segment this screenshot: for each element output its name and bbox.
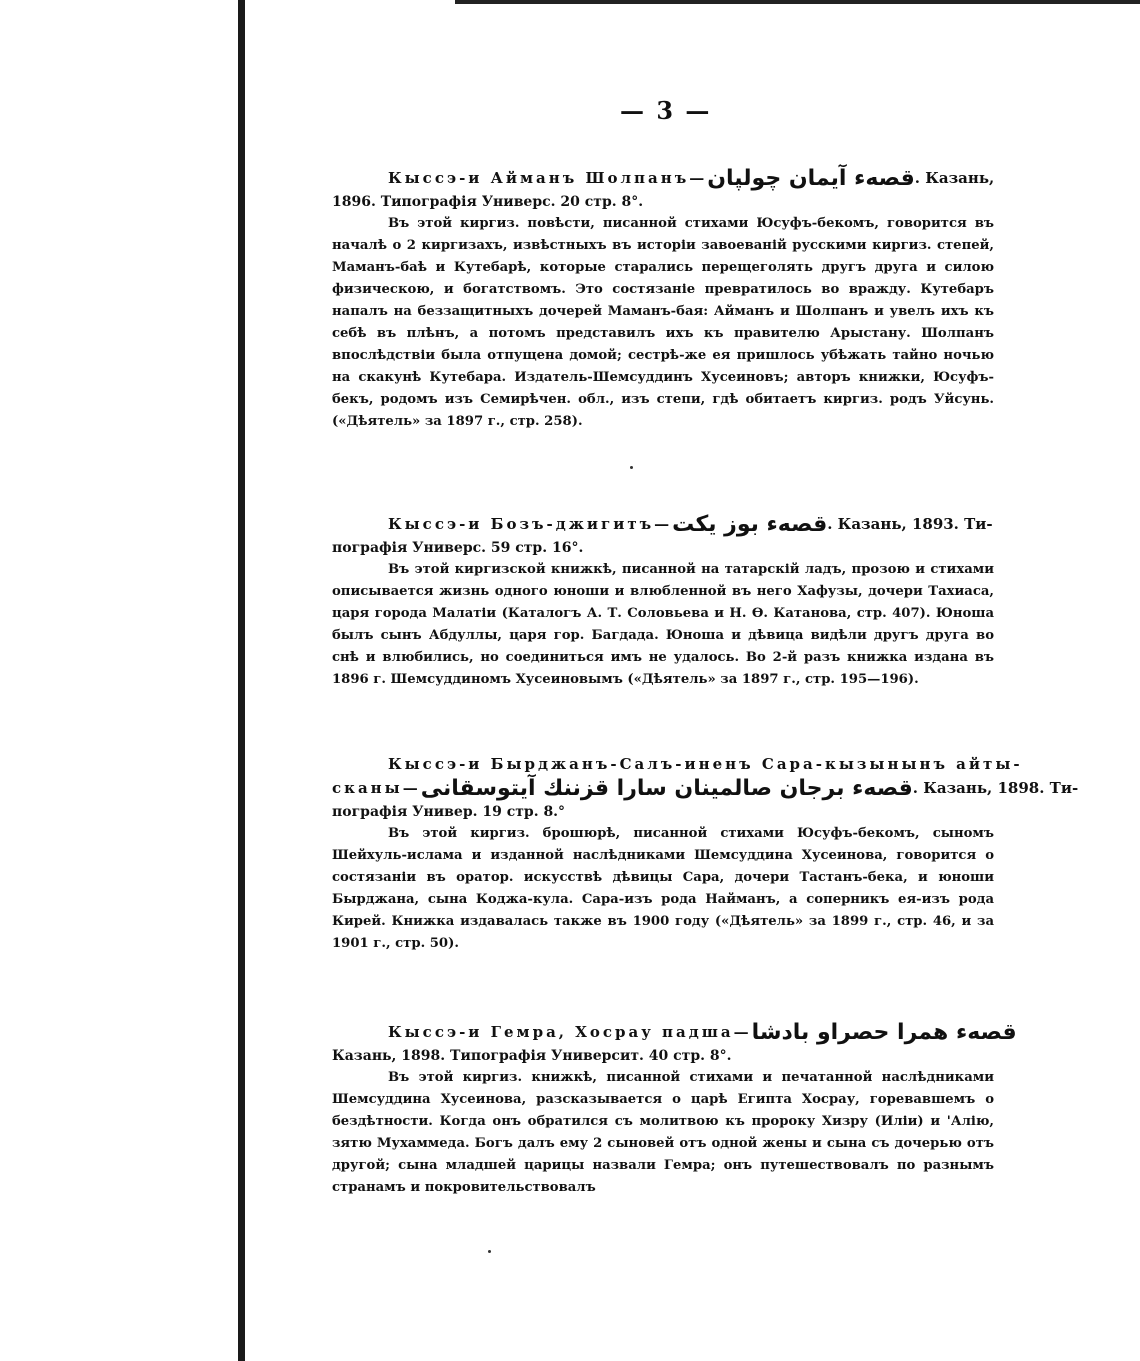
entry-title-tail: . Казань, 1893. Ти- bbox=[827, 515, 993, 533]
entry-description: Въ этой киргиз. повѣсти, писанной стихами Юсуфъ-бекомъ, говорится въ началѣ о 2 киргизахъ, извѣстныхъ въ исторіи завоеваній русскими киргиз. степей, Маманъ-баѣ и Кутебарѣ, которые старались перещеголять другъ друга и силою физическою, и богатствомъ. Это состязаніе превратилось во вражду. Кутебаръ напалъ на беззащитныхъ дочерей Маманъ-бая: Айманъ и Шолпанъ и увелъ ихъ къ себѣ въ плѣнъ, а потомъ представилъ ихъ къ правителю Арыстану. Шолпанъ впослѣдствіи была отпущена домой; сестрѣ-же ея пришлось убѣжать тайно ночью на скакунѣ Кутебара. Издатель-Шемсуддинъ Хусеиновъ; авторъ книжки, Юсуфъ-бекъ, родомъ изъ Семирѣчен. обл., изъ степи, гдѣ обитаетъ киргиз. родъ Уйсунь. («Дѣятель» за 1897 г., стр. 258). bbox=[332, 216, 994, 429]
top-edge-rule bbox=[455, 0, 1140, 4]
entry-imprint: 1896. Типографія Универс. 20 стр. 8°. bbox=[332, 194, 644, 210]
entry-title-arabic: قصهء همرا حصراو بادشا bbox=[751, 1020, 1017, 1045]
entry-title: Кыссэ-и Бозъ-джигитъ— bbox=[388, 515, 673, 533]
bibliography-entry-3 bbox=[332, 752, 1079, 955]
entry-title-arabic: قصهء برجان صالمینان سارا قزننك آیتوسقانی bbox=[420, 776, 913, 801]
entry-description: Въ этой киргизской книжкѣ, писанной на татарскій ладъ, прозою и стихами описывается жизнь одного юноши и влюбленной въ него Хафузы, дочери Тахиаса, царя города Малатіи (Каталогъ А. Т. Соловьева и Н. Ѳ. Катанова, стр. 407). Юноша былъ сынъ Абдуллы, царя гор. Багдада. Юноша и дѣвица видѣли другъ друга во снѣ и влюбились, но соединиться имъ не удалось. Во 2-й разъ книжка издана въ 1896 г. Шемсуддиномъ Хусеиновымъ («Дѣятель» за 1897 г., стр. 195—196). bbox=[332, 562, 994, 687]
entry-title-continued: сканы— bbox=[332, 779, 421, 797]
entry-imprint: пографія Универс. 59 стр. 16°. bbox=[332, 540, 584, 556]
entry-title-line bbox=[332, 752, 1023, 776]
entry-title-line bbox=[332, 512, 994, 537]
entry-title-line-2 bbox=[332, 776, 1079, 801]
entry-title: Кыссэ-и Айманъ Шолпанъ— bbox=[388, 169, 708, 187]
entry-title-line bbox=[332, 1020, 1017, 1045]
entry-title: Кыссэ-и Гемра, Хосрау падша— bbox=[388, 1023, 752, 1041]
entry-title-tail: . Казань, 1898. Ти- bbox=[912, 779, 1079, 797]
entry-title-line bbox=[332, 166, 994, 191]
page-gutter-line bbox=[238, 0, 245, 1361]
entry-imprint: Казань, 1898. Типографія Университ. 40 стр. 8°. bbox=[332, 1048, 732, 1064]
ink-speck bbox=[488, 1250, 491, 1253]
entry-title-arabic: قصهء بوز یکت bbox=[672, 512, 828, 537]
bibliography-entry-4 bbox=[332, 1020, 1017, 1199]
entry-imprint: пографія Универ. 19 стр. 8.° bbox=[332, 804, 566, 820]
bibliography-entry-1 bbox=[332, 166, 994, 433]
entry-title-tail: . Казань, bbox=[914, 169, 995, 187]
entry-description: Въ этой киргиз. книжкѣ, писанной стихами и печатанной наслѣдниками Шемсуддина Хусеинова, разсказывается о царѣ Египта Хосрау, горевавшемъ о бездѣтности. Когда онъ обратился съ молитвою къ пророку Хизру (Иліи) и 'Алію, зятю Мухаммеда. Богъ далъ ему 2 сыновей отъ одной жены и сына съ дочерью отъ другой; сына младшей царицы назвали Гемра; онъ путешествовалъ по разнымъ странамъ и покровительствовалъ bbox=[332, 1070, 994, 1195]
page-number: — 3 — bbox=[620, 96, 712, 125]
entry-description: Въ этой киргиз. брошюрѣ, писанной стихами Юсуфъ-бекомъ, сыномъ Шейхуль-ислама и изданной наслѣдниками Шемсуддина Хусеинова, говорится о состязаніи въ оратор. искусствѣ дѣвицы Сара, дочери Тастанъ-бека, и юноши Бырджана, сына Коджа-кула. Сара-изъ рода Найманъ, а соперникъ ея-изъ рода Кирей. Книжка издавалась также въ 1900 году («Дѣятель» за 1899 г., стр. 46, и за 1901 г., стр. 50). bbox=[332, 826, 994, 951]
ink-speck bbox=[630, 466, 633, 469]
entry-title-arabic: قصهء آیمان چولپان bbox=[707, 166, 915, 191]
bibliography-entry-2 bbox=[332, 512, 994, 691]
entry-title: Кыссэ-и Бырджанъ-Салъ-иненъ Сара-кызынынъ айты- bbox=[388, 755, 1023, 773]
